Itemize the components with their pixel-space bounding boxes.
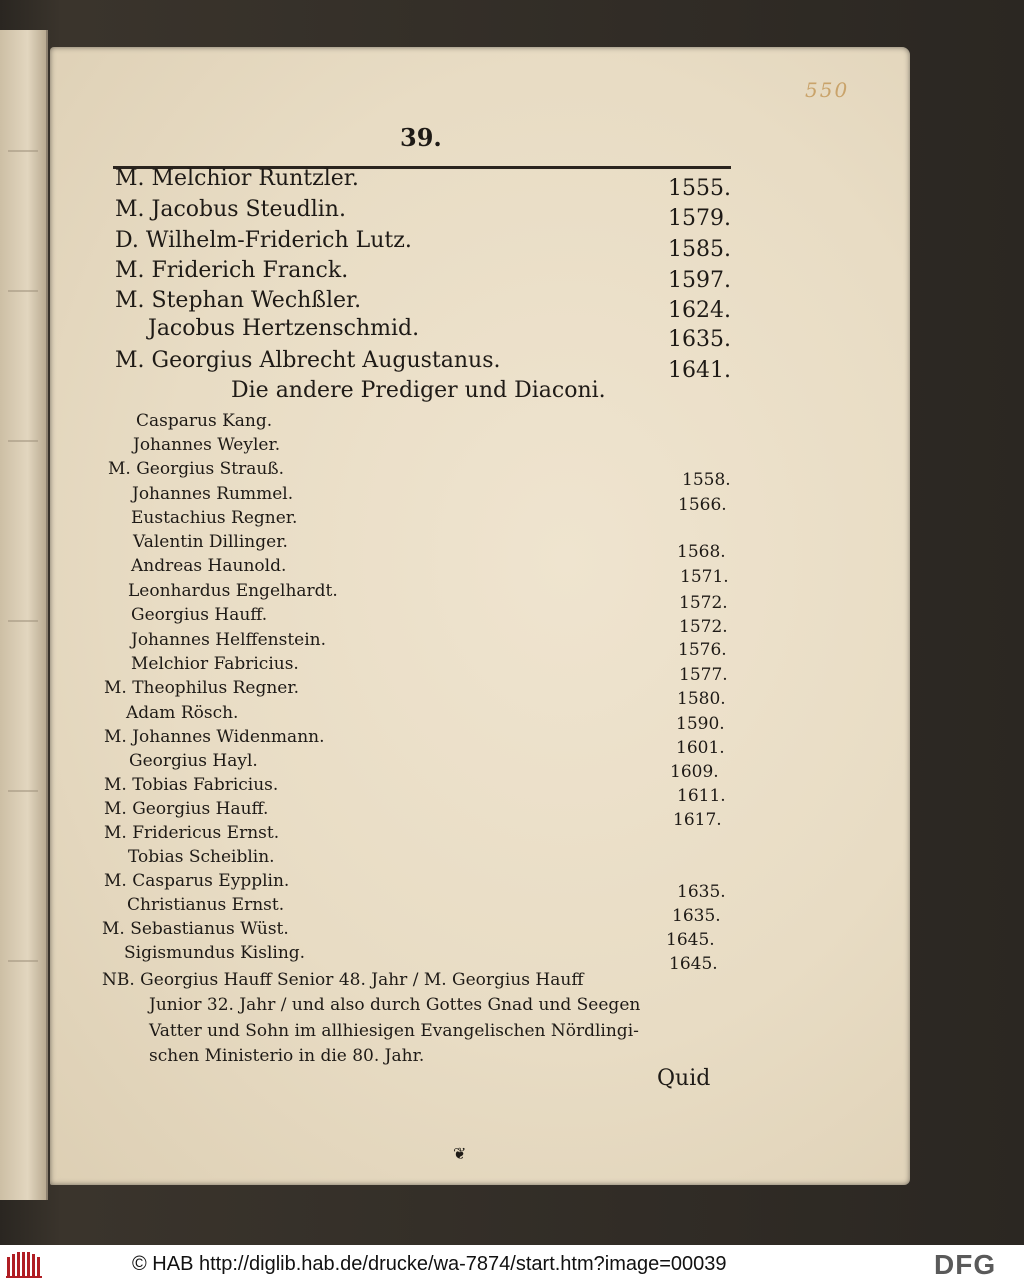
deacon-name: Adam Rösch. (126, 703, 239, 723)
note-line: NB. Georgius Hauff Senior 48. Jahr / M. Georgius Hauff (102, 970, 584, 990)
deacon-name: M. Casparus Eypplin. (104, 871, 290, 891)
deacon-year: 1571. (680, 567, 729, 587)
deacon-year: 1635. (672, 906, 721, 926)
main-entry-year: 1624. (668, 298, 731, 323)
main-entry-name: D. Wilhelm-Friderich Lutz. (115, 228, 412, 253)
dfg-logo: DFG (934, 1249, 997, 1280)
deacon-year: 1576. (678, 640, 727, 660)
main-entry-year: 1597. (668, 268, 731, 293)
deacon-year: 1645. (666, 930, 715, 950)
main-entry-year: 1555. (668, 176, 731, 201)
deacon-name: M. Georgius Hauff. (104, 799, 269, 819)
main-entry-name: M. Friderich Franck. (115, 258, 349, 283)
deacon-name: Valentin Dillinger. (133, 532, 288, 552)
deacon-year: 1568. (677, 542, 726, 562)
main-entry-year: 1635. (668, 327, 731, 352)
catchword: Quid (657, 1066, 711, 1091)
deacon-name: Johannes Rummel. (132, 484, 294, 504)
deacon-year: 1609. (670, 762, 719, 782)
main-entry-year: 1585. (668, 237, 731, 262)
note-line: schen Ministerio in die 80. Jahr. (149, 1046, 425, 1066)
deacon-year: 1590. (676, 714, 725, 734)
deacon-name: Casparus Kang. (136, 411, 273, 431)
main-entry-year: 1579. (668, 206, 731, 231)
previous-page-edge (0, 30, 48, 1200)
copyright-link[interactable]: © HAB http://diglib.hab.de/drucke/wa-7874/start.htm?image=00039 (132, 1253, 727, 1275)
deacon-name: Georgius Hauff. (131, 605, 268, 625)
deacon-name: Johannes Weyler. (133, 435, 281, 455)
deacon-name: M. Theophilus Regner. (104, 678, 299, 698)
printer-ornament: ❦ (453, 1144, 467, 1163)
main-entry-name: M. Jacobus Steudlin. (115, 197, 346, 222)
deacon-year: 1558. (682, 470, 731, 490)
deacon-name: M. Johannes Widenmann. (104, 727, 325, 747)
main-entry-name: M. Melchior Runtzler. (115, 166, 359, 191)
main-entry-name: Jacobus Hertzenschmid. (148, 316, 420, 341)
deacon-year: 1572. (679, 593, 728, 613)
deacon-name: M. Fridericus Ernst. (104, 823, 280, 843)
note-line: Vatter und Sohn im allhiesigen Evangelischen Nördlingi- (149, 1021, 639, 1041)
deacon-year: 1601. (676, 738, 725, 758)
section-heading: Die andere Prediger und Diaconi. (231, 378, 606, 403)
deacon-year: 1611. (677, 786, 726, 806)
deacon-name: M. Tobias Fabricius. (104, 775, 279, 795)
deacon-year: 1635. (677, 882, 726, 902)
deacon-name: Georgius Hayl. (129, 751, 258, 771)
deacon-name: Eustachius Regner. (131, 508, 298, 528)
manuscript-page-number: 550 (805, 78, 850, 102)
deacon-year: 1566. (678, 495, 727, 515)
deacon-name: Tobias Scheiblin. (128, 847, 275, 867)
hab-logo-icon (6, 1251, 46, 1279)
deacon-name: Melchior Fabricius. (131, 654, 299, 674)
deacon-name: M. Georgius Strauß. (108, 459, 285, 479)
deacon-name: Johannes Helffenstein. (131, 630, 327, 650)
deacon-year: 1577. (679, 665, 728, 685)
deacon-name: Sigismundus Kisling. (124, 943, 306, 963)
main-entry-name: M. Stephan Wechßler. (115, 288, 362, 313)
viewer-footer (0, 1245, 1024, 1285)
main-entry-name: M. Georgius Albrecht Augustanus. (115, 348, 501, 373)
deacon-name: Andreas Haunold. (131, 556, 287, 576)
deacon-year: 1580. (677, 689, 726, 709)
deacon-name: Christianus Ernst. (127, 895, 285, 915)
page-number: 39. (400, 123, 442, 152)
deacon-name: Leonhardus Engelhardt. (128, 581, 338, 601)
main-entry-year: 1641. (668, 358, 731, 383)
deacon-year: 1572. (679, 617, 728, 637)
deacon-year: 1645. (669, 954, 718, 974)
deacon-name: M. Sebastianus Wüst. (102, 919, 289, 939)
deacon-year: 1617. (673, 810, 722, 830)
note-line: Junior 32. Jahr / und also durch Gottes Gnad und Seegen (149, 995, 641, 1015)
